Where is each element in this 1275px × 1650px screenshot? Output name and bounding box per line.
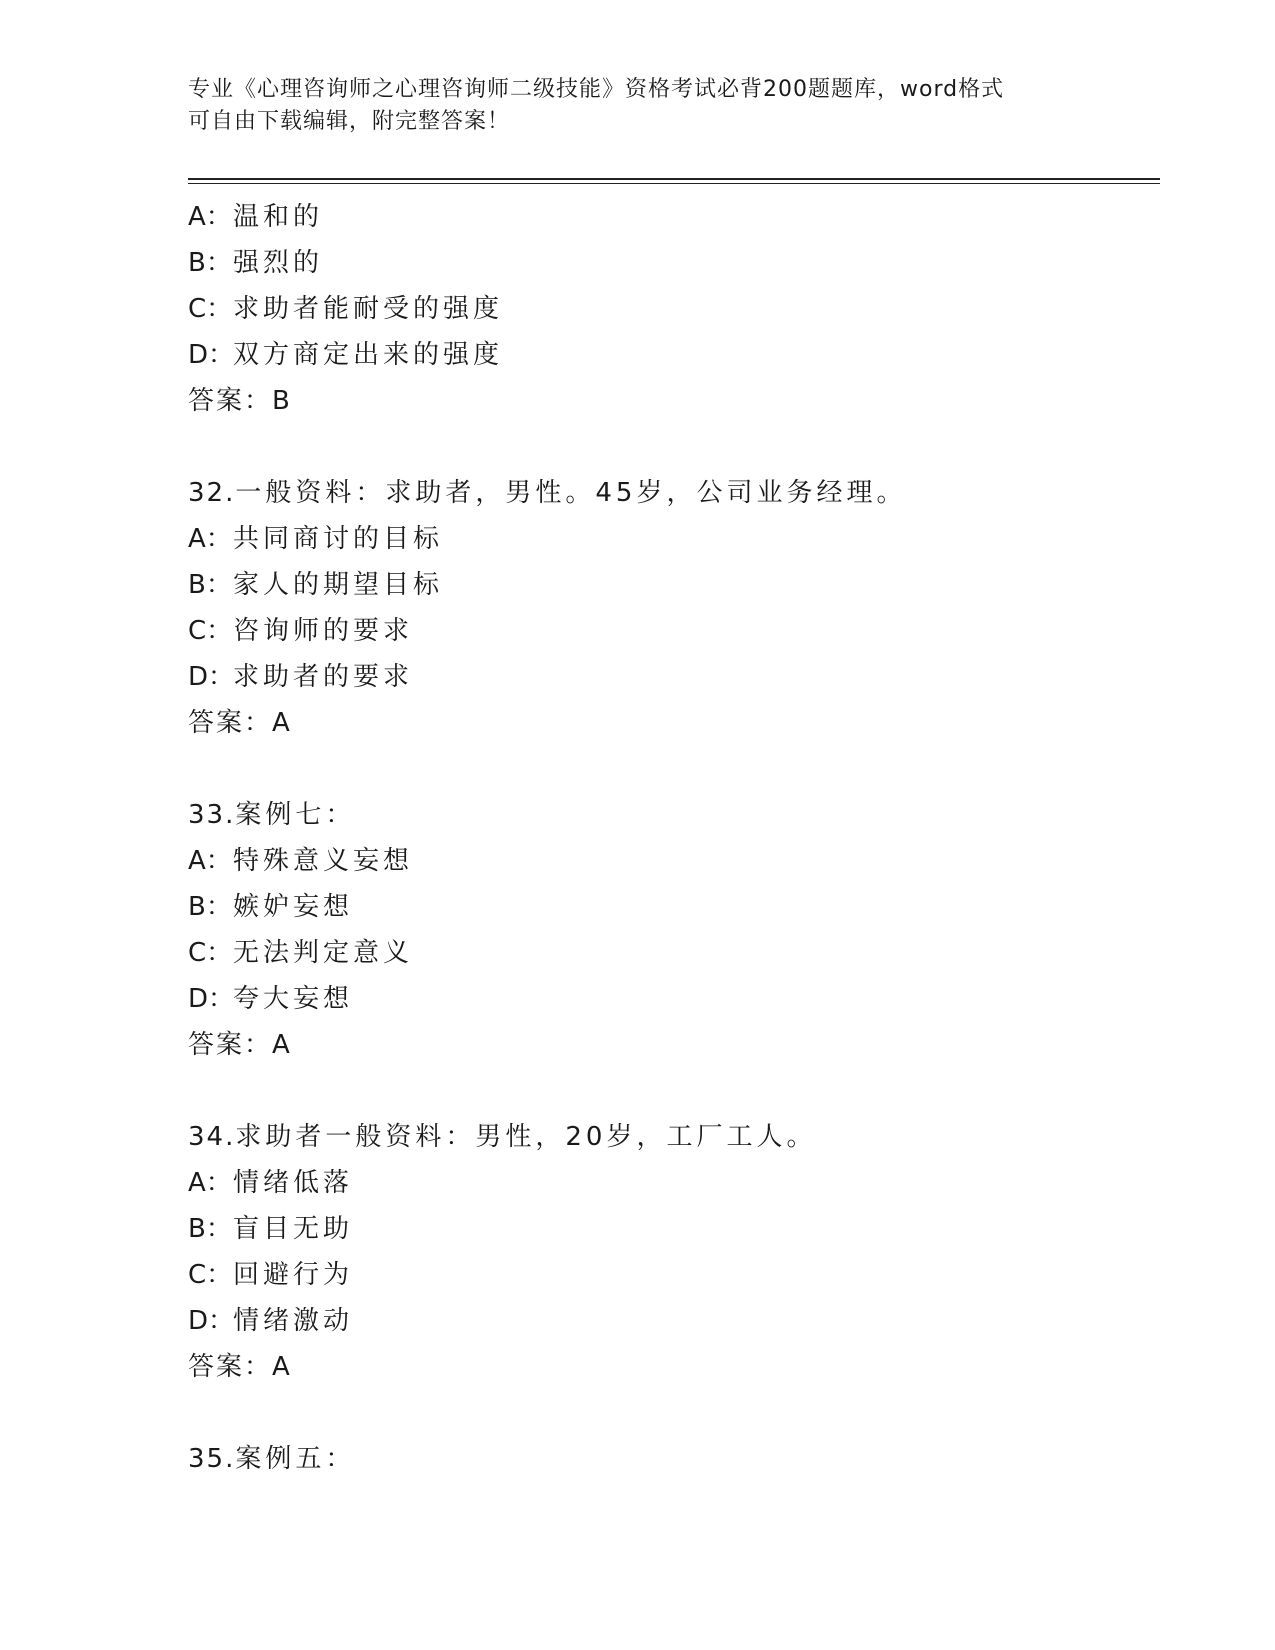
option-d [188,654,1148,700]
option-letter: B： [188,892,232,922]
option-c [188,608,1148,654]
header-divider-thin [188,183,1160,184]
option-d [188,332,1148,378]
answer-line: 答案：A [188,1030,292,1060]
option-c [188,1252,1148,1298]
question-stem [188,1436,1148,1482]
option-b [188,562,1148,608]
question-block-34 [188,1114,1148,1390]
question-number: 34. [188,1122,236,1152]
spacer [188,1068,1148,1114]
option-c [188,930,1148,976]
question-text: 案例五： [235,1444,356,1474]
header-divider-thick [188,178,1160,180]
option-letter: B： [188,570,232,600]
question-number: 33. [188,800,236,830]
option-text: 咨询师的要求 [233,616,414,646]
question-text: 一般资料：求助者，男性。45岁，公司业务经理。 [235,478,907,508]
option-text: 盲目无助 [233,1214,354,1244]
header-title-line-1: 专业《心理咨询师之心理咨询师二级技能》资格考试必背200题题库，word格式 [188,77,1005,102]
question-stem [188,792,1148,838]
option-letter: A： [188,1168,232,1198]
spacer [188,1390,1148,1436]
option-letter: A： [188,524,232,554]
answer-line: 答案：B [188,386,292,416]
option-b [188,884,1148,930]
question-text: 求助者一般资料：男性，20岁，工厂工人。 [235,1122,817,1152]
option-letter: C： [188,938,233,968]
option-letter: C： [188,294,233,324]
option-c [188,286,1148,332]
option-a [188,838,1148,884]
question-number: 32. [188,478,236,508]
option-text: 特殊意义妄想 [233,846,414,876]
option-text: 回避行为 [233,1260,354,1290]
option-a [188,194,1148,240]
option-letter: C： [188,1260,233,1290]
option-text: 求助者能耐受的强度 [233,294,504,324]
option-d [188,1298,1148,1344]
question-text: 案例七： [235,800,356,830]
question-list [188,194,1148,1482]
spacer [188,424,1148,470]
question-block-33 [188,792,1148,1068]
option-letter: A： [188,202,232,232]
question-block-32 [188,470,1148,746]
option-text: 双方商定出来的强度 [233,340,504,370]
option-text: 温和的 [233,202,324,232]
option-letter: D： [188,340,235,370]
question-number: 35. [188,1444,236,1474]
option-letter: D： [188,1306,235,1336]
option-a [188,516,1148,562]
question-stem [188,1114,1148,1160]
option-letter: B： [188,1214,232,1244]
spacer [188,746,1148,792]
option-text: 求助者的要求 [233,662,414,692]
option-text: 嫉妒妄想 [233,892,354,922]
option-text: 情绪低落 [233,1168,354,1198]
option-d [188,976,1148,1022]
option-text: 共同商讨的目标 [233,524,444,554]
option-b [188,240,1148,286]
header-title-line-2: 可自由下载编辑，附完整答案！ [188,109,511,134]
option-text: 情绪激动 [233,1306,354,1336]
answer-line: 答案：A [188,708,292,738]
option-letter: D： [188,662,235,692]
option-letter: C： [188,616,233,646]
option-text: 无法判定意义 [233,938,414,968]
option-b [188,1206,1148,1252]
option-letter: B： [188,248,232,278]
question-stem [188,470,1148,516]
option-letter: A： [188,846,232,876]
option-a [188,1160,1148,1206]
question-block-31-continued [188,194,1148,424]
option-text: 夸大妄想 [233,984,354,1014]
option-letter: D： [188,984,235,1014]
document-header [188,74,1088,138]
answer-line: 答案：A [188,1352,292,1382]
option-text: 强烈的 [233,248,324,278]
option-text: 家人的期望目标 [233,570,444,600]
question-block-35 [188,1436,1148,1482]
